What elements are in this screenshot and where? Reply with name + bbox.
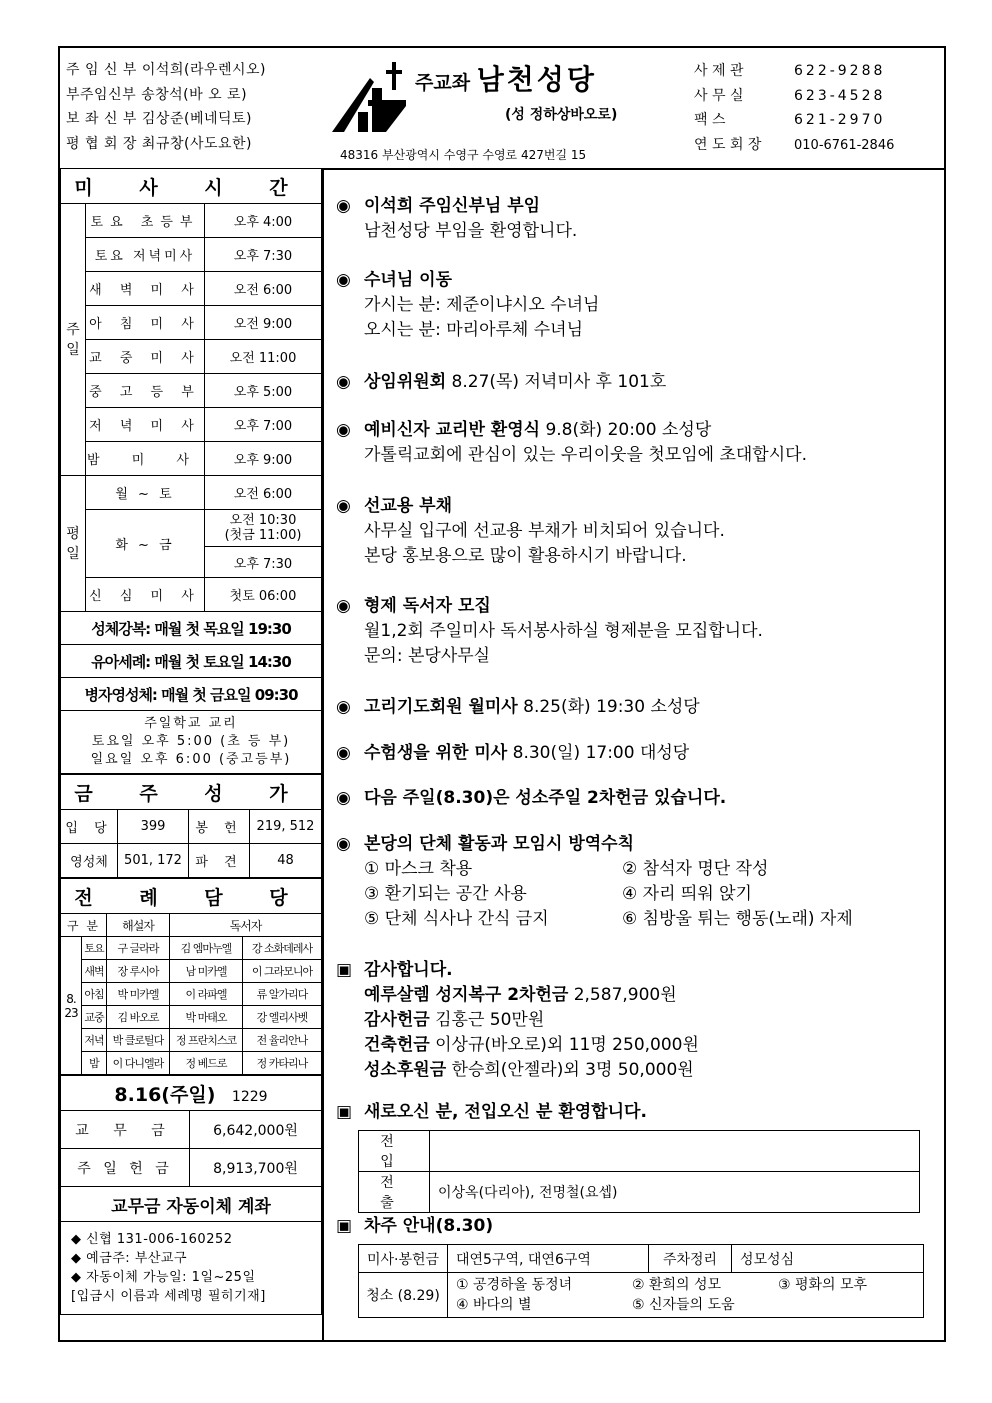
header [60, 48, 944, 170]
offering-label: 주 일 헌 금 [61, 1149, 190, 1187]
bullet-icon: ◉ [336, 834, 351, 854]
transfer-out-label: 전 출 [359, 1172, 430, 1213]
notice-title: 다음 주일(8.30)은 성소주일 2차헌금 있습니다. [364, 788, 727, 808]
mass-time: 오후 5:00 [205, 374, 322, 408]
contact-value: 621-2970 [794, 112, 886, 128]
mass-name: 밤 미 사 [86, 442, 205, 476]
newcomers-title: 새로오신 분, 전입오신 분 환영합니다. [364, 1102, 647, 1122]
hymn-label: 파 견 [189, 844, 250, 878]
liturgy-duty-table [60, 878, 322, 1075]
org-name: 남천성당 [476, 63, 597, 96]
mass-time: 오전 6:00 [205, 272, 322, 306]
address: 48316 부산광역시 수영구 수영로 427번길 15 [340, 148, 587, 162]
clean-group: ③ 평화의 모후 [778, 1277, 868, 1293]
duty-col-reader: 독서자 [170, 914, 322, 937]
sunday-school-line: 일요일 오후 6:00 (중고등부) [90, 752, 292, 767]
bullet-icon: ◉ [336, 788, 351, 808]
mass-time-note: (첫금 11:00) [224, 528, 302, 543]
notice-item [336, 268, 599, 343]
contact-value: 623-4528 [794, 87, 886, 104]
thanks-key: 감사헌금 [364, 1010, 430, 1030]
account-line: ◆ 예금주: 부산교구 [71, 1251, 188, 1266]
bullet-icon: ◉ [336, 270, 351, 290]
rule-item: ① 마스크 착용 [364, 859, 473, 879]
nextweek-clean-label: 청소 (8.29) [359, 1273, 448, 1318]
duty-mass: 교중 [82, 1006, 107, 1029]
hymn-value: 399 [118, 810, 189, 844]
notice-item [336, 370, 666, 395]
square-bullet-icon: ▣ [336, 1102, 353, 1122]
duty-commentator: 박 미카엘 [107, 983, 170, 1006]
offering-count: 1229 [231, 1088, 268, 1105]
mass-time: 오전 11:00 [205, 340, 322, 374]
bullet-icon: ◉ [336, 196, 351, 216]
staff-name: 이석희(라우렌시오) [141, 62, 267, 78]
transfer-out-value: 이상옥(다리아), 전명철(요셉) [430, 1172, 920, 1213]
bullet-icon: ◉ [336, 420, 351, 440]
clean-group: ① 공경하올 동정녀 [456, 1277, 573, 1293]
mass-name: 교 중 미 사 [86, 340, 205, 374]
thanks-section [336, 958, 699, 1083]
duty-commentator: 구 글라라 [107, 937, 170, 960]
thanks-value: 2,587,900원 [568, 985, 677, 1005]
contact-label: 팩 스 [694, 112, 726, 128]
contact-row [694, 108, 894, 133]
notice-line: 사무실 입구에 선교용 부채가 비치되어 있습니다. [364, 521, 725, 541]
mass-time-main: 오전 10:30 [229, 513, 297, 528]
mass-name: 아 침 미 사 [86, 306, 205, 340]
parish-name [415, 58, 597, 98]
notice-title: 이석희 주임신부님 부임 [364, 196, 541, 216]
hymn-value: 219, 512 [250, 810, 322, 844]
transfer-in-value [430, 1131, 920, 1172]
duty-reader: 전 율리안나 [243, 1029, 322, 1052]
hymn-table [60, 774, 322, 878]
notice-item [336, 494, 725, 569]
notice-title: 수험생을 위한 미사 [364, 743, 508, 763]
rule-item: ⑥ 침방울 튀는 행동(노래) 자제 [622, 909, 853, 929]
offering-label: 교 무 금 [61, 1111, 190, 1149]
hymn-value: 48 [250, 844, 322, 878]
duty-reader: 김 엠마누엘 [170, 937, 243, 960]
notice-title: 고리기도회원 월미사 [364, 697, 518, 717]
transfer-in-label: 전 입 [359, 1131, 430, 1172]
duty-reader: 박 마태오 [170, 1006, 243, 1029]
sunday-school-line: 토요일 오후 5:00 (초 등 부) [91, 734, 291, 749]
notice-line: 월1,2회 주일미사 독서봉사하실 형제분을 모집합니다. [364, 621, 763, 641]
notice-title: 예비신자 교리반 환영식 [364, 420, 541, 440]
thanks-key: 예루살렘 성지복구 2차헌금 [364, 985, 569, 1005]
nextweek-title: 차주 안내(8.30) [364, 1216, 494, 1236]
offering-table [60, 1075, 322, 1315]
duty-reader: 류 알가리다 [243, 983, 322, 1006]
staff-row [66, 132, 266, 157]
thanks-value: 김홍근 50만원 [429, 1010, 545, 1030]
duty-date: 8. 23 [61, 937, 82, 1075]
notice-title: 수녀님 이동 [364, 270, 453, 290]
notice-item [336, 832, 942, 932]
notice-title: 상임위원회 [364, 372, 447, 392]
thanks-value: 이상규(바오로)외 11명 250,000원 [429, 1035, 699, 1055]
bullet-icon: ◉ [336, 697, 351, 717]
staff-role: 부주임신부 [66, 86, 137, 103]
mass-time: 오후 7:30 [205, 238, 322, 272]
duty-reader: 이 라파엘 [170, 983, 243, 1006]
notice-line: 가시는 분: 제준이냐시오 수녀님 [364, 295, 600, 315]
duty-commentator: 이 다니엘라 [107, 1052, 170, 1075]
offering-value: 8,913,700원 [190, 1149, 322, 1187]
mass-name: 신 심 미 사 [86, 578, 205, 612]
thanks-value: 한승희(안젤라)외 3명 50,000원 [446, 1060, 694, 1080]
contact-list [694, 59, 894, 158]
mass-name: 월 ~ 토 [86, 476, 205, 510]
notice-title: 형제 독서자 모집 [364, 596, 491, 616]
sunday-school-title: 주일학교 교리 [144, 716, 238, 731]
weekday-label: 평 일 [61, 476, 86, 612]
thanks-key: 건축헌금 [364, 1035, 430, 1055]
mass-time: 오전 6:00 [205, 476, 322, 510]
duty-reader: 정 베드로 [170, 1052, 243, 1075]
notice-title: 선교용 부채 [364, 496, 453, 516]
offering-date: 8.16(주일) [114, 1083, 216, 1106]
nextweek-clean-groups [448, 1273, 924, 1318]
staff-row [66, 107, 266, 132]
hymn-label: 입 당 [61, 810, 118, 844]
contact-label: 연 도 회 장 [694, 136, 762, 153]
notice-item [336, 695, 700, 720]
duty-commentator: 박 클로틸다 [107, 1029, 170, 1052]
quarantine-rules [336, 857, 942, 932]
staff-name: 송창석(바 오 로) [141, 86, 248, 103]
nextweek-mass-label: 미사·봉헌금 [359, 1245, 448, 1273]
parish-logo-icon [330, 60, 410, 135]
nextweek-table [358, 1244, 924, 1318]
mass-time: 오후 4:00 [205, 204, 322, 238]
mass-time: 오후 9:00 [205, 442, 322, 476]
notice-detail: 8.30(일) 17:00 대성당 [507, 743, 690, 763]
notice-line: 남천성당 부임을 환영합니다. [364, 221, 578, 241]
account-line: [입금시 이름과 세례명 필히기재] [71, 1289, 266, 1304]
contact-value: 622-9288 [794, 63, 886, 79]
contact-row [694, 59, 894, 84]
thanks-row [336, 983, 699, 1008]
clean-group: ④ 바다의 별 [456, 1297, 532, 1313]
notice-line: 오시는 분: 마리아루체 수녀님 [364, 320, 584, 340]
clean-group: ② 환희의 성모 [632, 1277, 722, 1293]
duty-reader: 이 그라모니아 [243, 960, 322, 983]
bulletin-frame [58, 46, 946, 1342]
bullet-icon: ◉ [336, 743, 351, 763]
notice-item [336, 418, 807, 468]
hymn-label: 영성체 [61, 844, 118, 878]
square-bullet-icon: ▣ [336, 960, 353, 980]
sick-communion-schedule: 병자영성체: 매월 첫 금요일 09:30 [61, 678, 322, 711]
notice-detail: 8.27(목) 저녁미사 후 101호 [446, 372, 667, 392]
bullet-icon: ◉ [336, 596, 351, 616]
patron-saint: (성 정하상바오로) [505, 107, 618, 123]
thanks-row [336, 1008, 699, 1033]
nextweek-heading [336, 1214, 493, 1239]
hymn-title: 금 주 성 가 [61, 775, 322, 810]
hymn-label: 봉 헌 [189, 810, 250, 844]
notice-item [336, 741, 689, 766]
mass-time: 오후 7:30 [205, 547, 322, 578]
nextweek-parking-label: 주차정리 [649, 1245, 732, 1273]
duty-commentator: 장 루시아 [107, 960, 170, 983]
bullet-icon: ◉ [336, 496, 351, 516]
hymn-value: 501, 172 [118, 844, 189, 878]
staff-name: 최규창(사도요한) [141, 135, 252, 152]
duty-mass: 아침 [82, 983, 107, 1006]
notice-line: 가톨릭교회에 관심이 있는 우리이웃을 첫모임에 초대합시다. [364, 445, 807, 465]
rule-item: ④ 자리 띄워 앉기 [622, 884, 752, 904]
notice-item [336, 786, 726, 811]
account-line: ◆ 자동이체 가능일: 1일~25일 [71, 1270, 256, 1285]
benediction-schedule: 성체강복: 매월 첫 목요일 19:30 [61, 612, 322, 645]
rule-item: ③ 환기되는 공간 사용 [364, 884, 527, 904]
account-title: 교무금 자동이체 계좌 [61, 1187, 322, 1222]
mass-time [205, 510, 322, 547]
nextweek-mass-value: 대연5구역, 대연6구역 [448, 1245, 649, 1273]
mass-name: 화 ~ 금 [86, 510, 205, 578]
notice-detail: 9.8(화) 20:00 소성당 [540, 420, 712, 440]
contact-label: 사 제 관 [694, 63, 744, 79]
newcomers-heading [336, 1100, 647, 1125]
thanks-key: 성소후원금 [364, 1060, 447, 1080]
mass-name: 토요 저녁미사 [86, 238, 205, 272]
left-column [60, 168, 324, 1342]
duty-title: 전 례 담 당 [61, 879, 322, 914]
mass-name: 토요 초등부 [86, 204, 205, 238]
duty-reader: 강 엘리사벳 [243, 1006, 322, 1029]
duty-commentator: 김 바오로 [107, 1006, 170, 1029]
thanks-row [336, 1033, 699, 1058]
mass-title: 미 사 시 간 [61, 169, 322, 204]
staff-role: 평 협 회 장 [66, 135, 137, 152]
account-info [61, 1222, 322, 1315]
staff-row [66, 83, 266, 108]
notice-line: 본당 홍보용으로 많이 활용하시기 바랍니다. [364, 546, 687, 566]
mass-name: 중 고 등 부 [86, 374, 205, 408]
duty-reader: 강 소화데레사 [243, 937, 322, 960]
staff-role: 주 임 신 부 [66, 62, 137, 78]
thanks-title: 감사합니다. [364, 960, 453, 980]
newcomers-table [358, 1130, 920, 1213]
duty-col-commentator: 해설자 [107, 914, 170, 937]
contact-row [694, 133, 894, 159]
duty-col-group: 구 분 [61, 914, 107, 937]
mass-time: 오후 7:00 [205, 408, 322, 442]
sunday-school [61, 711, 322, 774]
account-line: ◆ 신협 131-006-160252 [71, 1232, 233, 1247]
duty-mass: 토요 [82, 937, 107, 960]
staff-role: 보 좌 신 부 [66, 111, 137, 127]
sunday-label: 주 일 [61, 204, 86, 476]
duty-reader: 남 미카엘 [170, 960, 243, 983]
contact-value: 010-6761-2846 [794, 137, 895, 153]
rule-item: ⑤ 단체 식사나 간식 금지 [364, 909, 549, 929]
notice-item [336, 594, 763, 669]
mass-schedule-table [60, 168, 322, 774]
staff-list [66, 58, 266, 156]
duty-mass: 새벽 [82, 960, 107, 983]
square-bullet-icon: ▣ [336, 1216, 353, 1236]
infant-baptism-schedule: 유아세례: 매월 첫 토요일 14:30 [61, 645, 322, 678]
staff-name: 김상준(베네딕토) [141, 111, 252, 127]
thanks-row [336, 1058, 699, 1083]
rule-item: ② 참석자 명단 작성 [622, 859, 769, 879]
offering-header [61, 1076, 322, 1111]
notices-column [324, 168, 944, 1342]
duty-reader: 정 카타리나 [243, 1052, 322, 1075]
offering-value: 6,642,000원 [190, 1111, 322, 1149]
notice-detail: 8.25(화) 19:30 소성당 [517, 697, 700, 717]
mass-time: 오전 9:00 [205, 306, 322, 340]
nextweek-parking-value: 성모성심 [732, 1245, 924, 1273]
duty-mass: 밤 [82, 1052, 107, 1075]
org-prefix: 주교좌 [415, 72, 471, 94]
staff-row [66, 58, 266, 83]
duty-reader: 정 프란치스코 [170, 1029, 243, 1052]
notice-item [336, 194, 577, 244]
bullet-icon: ◉ [336, 372, 351, 392]
mass-time: 첫토 06:00 [205, 578, 322, 612]
contact-label: 사 무 실 [694, 87, 744, 104]
mass-name: 저 녁 미 사 [86, 408, 205, 442]
clean-group: ⑤ 신자들의 도움 [632, 1297, 735, 1313]
notice-title: 본당의 단체 활동과 모임시 방역수칙 [364, 834, 635, 854]
contact-row [694, 84, 894, 109]
mass-name: 새 벽 미 사 [86, 272, 205, 306]
notice-line: 문의: 본당사무실 [364, 646, 491, 666]
duty-mass: 저녁 [82, 1029, 107, 1052]
